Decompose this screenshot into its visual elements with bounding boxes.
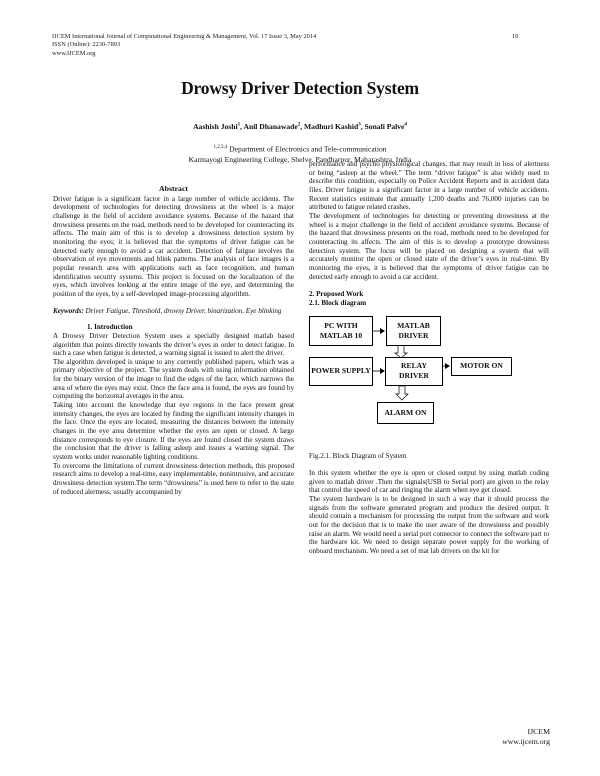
body-paragraph: The development of technologies for detecting or preventing drowsiness at the wheel is a major challenge in the field of accident avoidance systems. Because of the hazard that drowsiness presents on the road, methods need to be developed for counteracting its affects. The aim of this is to develop a prototype drowsiness detection system. The focus will be placed on designing a system that will accurately monitor the open or closed state of the driver’s eyes in real-time. By monitoring the eyes, it is believed that the symptoms of driver fatigue can be detected early enough to avoid a car accident. (309, 211, 549, 281)
issn-line: ISSN (Online): 2230-7893 (52, 41, 121, 49)
body-paragraph: In this system whether the eye is open or closed output by using matlab coding given to matlab driver .Then the signals(USB to Serial port) are given to the relay that control the speed of car and ringing the alarm when eye get closed. (309, 469, 549, 495)
block-diagram (309, 316, 549, 446)
arrowhead (445, 363, 450, 369)
right-column (309, 160, 549, 556)
footer (470, 727, 550, 747)
figure-caption: Fig.2.1. Block Diagram of System (309, 451, 407, 460)
power-supply-box: POWER SUPPLY (309, 357, 373, 386)
page-number: 10 (512, 33, 519, 40)
motor-on-box: MOTOR ON (451, 357, 512, 376)
keywords-label: Keywords: (53, 306, 84, 315)
author: Madhuri Kashid$^3$, (304, 122, 365, 131)
intro-paragraph: Taking into account the knowledge that eye regions in the face present great intensity changes, the eyes are located by finding the significant intensity changes in the face. Once the eyes are located, measuring the distances between the intensity changes in the eye area determine whether the eyes are open or closed. A large distance corresponds to eye closure. If the eyes are found closed the system draws the conclusion that the driver is falling asleep and issues a warning signal. The system works under reasonable lighting conditions. (53, 401, 294, 462)
block-diagram-heading: 2.1. Block diagram (309, 298, 367, 307)
footer-website-link[interactable]: www.ijcem.org (502, 737, 550, 746)
pc-matlab-box: PC WITH MATLAB 10 (309, 316, 373, 346)
header-website-link[interactable]: www.IJCEM.org (52, 49, 96, 57)
abstract-text: Driver fatigue is a significant factor in a large number of vehicle accidents. The development of technologies for detecting drowsiness at the wheel is a major challenge in the field of accident avoidance systems. Because of the hazard that drowsiness presents on the road, methods need to be developed for counteracting its affects. The main aim of this is to develop a drowsiness detection system by monitoring the eyes; it is believed that the symptoms of driver fatigue can be detected early enough to avoid a car accident. Detection of fatigue involves the observation of eye movements and blink patterns. The analysis of face images is a popular research area with applications such as face recognition, and human identification security systems. This project is focused on the localization of the eyes, which involves looking at the entire image of the eye, and determining the position of the eyes, by a self-developed image-processing algorithm. (53, 194, 294, 298)
author-list (0, 122, 600, 131)
left-column (53, 185, 294, 496)
arrowhead (380, 328, 385, 334)
body-paragraph: performance and psycho physiological changes, that may result in loss of alertness or being “asleep at the wheel.” The term “driver fatigue” is also widely used to describe this condition, especially on Police Accident Reports and in accident data files. Driver fatigue is a significant factor in a large number of vehicle accidents. Recent statistics estimate that annually 1,200 deaths and 76,000 injuries can be attributed to fatigue related crashes. (309, 160, 549, 212)
body-paragraph: The system hardware is to be designed in such a way that it should process the signals from the software generated program and produce the desired output. It should contain a mechanism for processing the output from the software and work out for the decision that is to make the user aware of the drowsiness and possibly raise an alarm. We would need a serial port connector to connect the software part to the hardware kit. We need to design separate power supply for the working of onboard mechanism. We need a set of mat lab drivers on the kit for (309, 495, 549, 556)
matlab-driver-box: MATLAB DRIVER (386, 316, 441, 346)
running-header (52, 33, 316, 58)
intro-paragraph: A Drowsy Driver Detection System uses a specially designed matlab based algorithm that points directly towards the driver’s eyes in order to detect fatigue. In such a case when fatigue is detected, a warning signal is issued to alert the driver. (53, 331, 294, 358)
affiliation-college: Karmayogi Engineering College, Shelve. Pandharpur, Maharashtra, India (188, 154, 412, 164)
author: Sonali Palve$^4$ (364, 122, 407, 131)
journal-line: IJCEM International Journal of Computational Engineering & Management, Vol. 17 Issue 3, May 2014 (52, 33, 317, 40)
intro-paragraph: The algorithm developed is unique to any currently published papers, which was a primary objective of the project. The system deals with using information obtained for the binary version of the image to find the edges of the face, which narrows the area of where the eyes may exist. Once the face area is found, the eyes are found by computing the horizontal averages in the area. (53, 357, 294, 401)
author: Aashish Joshi$^1$, (193, 122, 244, 131)
arrow-relay-to-alarm (396, 386, 408, 400)
paper-title: Drowsy Driver Detection System (181, 78, 419, 98)
abstract-heading: Abstract (158, 184, 188, 193)
keywords (53, 307, 294, 316)
intro-paragraph: To overcome the limitations of current drowsiness detection methods, this proposed research aims to develop a real-time, easy implementable, nonintrusive, and accurate drowsiness detection system.The term “drowsiness” is used here to refer to the state of reduced alertness, usually accompanied by (53, 461, 294, 496)
keywords-text: Driver Fatigue, Threshold, drowsy Driver, binarization, Eye blinking (83, 306, 282, 315)
introduction-heading: 1. Introduction (87, 323, 133, 332)
affiliation-department: $^{1,2,3,4}$ Department of Electronics and Tele-communication (213, 144, 387, 154)
relay-driver-box: RELAY DRIVER (385, 357, 443, 386)
alarm-on-box: ALARM ON (377, 402, 434, 424)
footer-journal: IJCEM (527, 727, 550, 736)
proposed-work-heading: 2. Proposed Work (309, 290, 364, 299)
author: Anil Dhanawade$^2$, (243, 122, 305, 131)
